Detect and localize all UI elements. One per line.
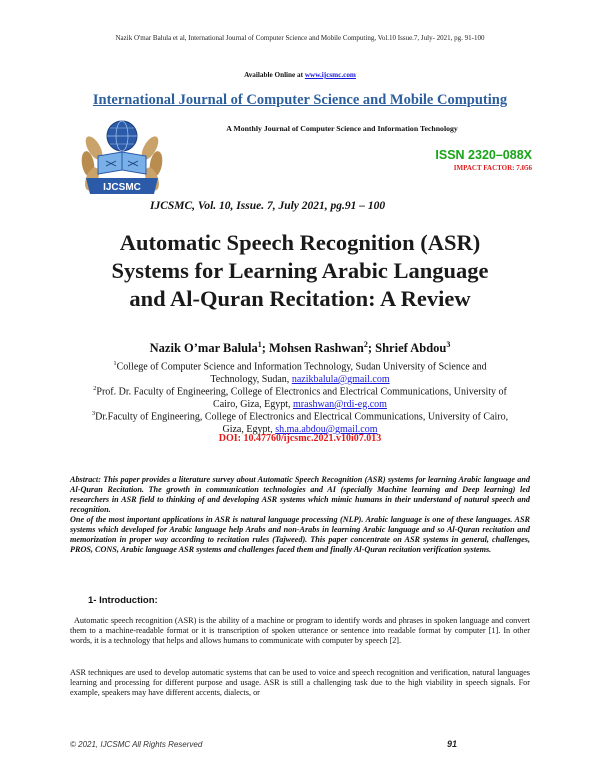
impact-factor: IMPACT FACTOR: 7.056 <box>453 164 532 172</box>
available-online <box>0 71 600 79</box>
body-paragraph <box>70 668 530 698</box>
available-prefix: Available Online at <box>244 71 305 79</box>
title-line: Systems for Learning Arabic Language <box>111 258 489 283</box>
affiliation-mark: 2 <box>93 385 97 392</box>
affiliation-mark: 3 <box>91 410 96 417</box>
book-icon <box>98 152 146 174</box>
author-affiliation-mark: 2 <box>363 340 368 349</box>
author-list <box>0 340 600 356</box>
affiliation-line: Giza, Egypt, <box>222 423 276 435</box>
abstract-paragraph: Abstract: This paper provides a literature survey about Automatic Speech Recognition (ASR) systems for learning Arabic language and Al-Quran Recitation. The growth in communication technologies and AI (specially Machine learning and Deep learning) led researchers in ASR field to thinking of and developing ASR systems which mimic humans in their understand of natural speech and recognition. <box>70 475 530 514</box>
author-email-link[interactable]: nazikbalula@gmail.com <box>291 373 390 385</box>
section-heading: 1- Introduction: <box>88 595 158 606</box>
affiliation-mark: 1 <box>113 360 117 367</box>
body-paragraph <box>70 616 530 646</box>
logo-text: IJCSMC <box>103 182 141 193</box>
affiliation-line: Technology, Sudan, <box>210 373 292 385</box>
affiliation-line: College of Computer Science and Information Technology, Sudan University of Science and <box>116 361 487 373</box>
paper-title <box>60 229 540 313</box>
footer-copyright: © 2021, IJCSMC All Rights Reserved <box>70 740 203 749</box>
citation-line: IJCSMC, Vol. 10, Issue. 7, July 2021, pg.91 – 100 <box>150 200 386 212</box>
globe-icon <box>107 121 137 151</box>
journal-logo <box>76 112 168 206</box>
title-line: and Al-Quran Recitation: A Review <box>129 286 471 311</box>
author-email-link[interactable]: sh.ma.abdou@gmail.com <box>275 423 378 435</box>
journal-name[interactable]: International Journal of Computer Science and Mobile Computing <box>92 92 508 108</box>
author-affiliation-mark: 1 <box>257 340 262 349</box>
journal-website-link[interactable]: www.ijcsmc.com <box>304 71 356 79</box>
page-number: 91 <box>447 739 458 749</box>
author-affiliation-mark: 3 <box>446 340 451 349</box>
affiliation-line: Dr.Faculty of Engineering, College of Electronics and Electrical Communications, University of Cairo, <box>95 411 509 423</box>
abstract <box>70 475 530 555</box>
author-name: ; Mohsen Rashwan <box>261 341 364 356</box>
logo-banner <box>86 178 158 194</box>
doi[interactable]: DOI: 10.47760/ijcsmc.2021.v10i07.013 <box>218 433 382 444</box>
abstract-paragraph: One of the most important applications in ASR is natural language processing (NLP). Arabic language is one of these languages. ASR systems which developed for Arabic language help Arabs and non-Arabs in learning Arabic language and so Al-Quran recitation and memorization in proper way according to recitation rules (Tajweed). This paper concentrate on ASR systems in general, challenges, PROS, CONS, Arabic language ASR systems and challenges faced them and finally Al-Quran recitation verification systems. <box>70 515 530 554</box>
body-text: Automatic speech recognition (ASR) is the ability of a machine or program to identify words and phrases in spoken language and convert them to a machine-readable format or it is transcription of spoken utterance or sentence into readable format by computer [1]. In other words, it is a technology that helps and allows humans to communicate with computer by speech [2]. <box>70 616 530 645</box>
title-line: Automatic Speech Recognition (ASR) <box>119 230 481 255</box>
body-text: ASR techniques are used to develop automatic systems that can be used to voice and speech recognition and verification, natural languages learning and processing for different purpose and usage. ASR is still a challenging task due to the high viability in speech signals. For example, speakers may have different accents, dialects, or <box>70 668 530 697</box>
affiliation-line: Prof. Dr. Faculty of Engineering, College of Electronics and Electrical Communications, University of <box>96 386 507 398</box>
affiliation-line: Cairo, Giza, Egypt, <box>213 398 294 410</box>
author-name: Nazik O’mar Balula <box>149 341 258 356</box>
author-email-link[interactable]: mrashwan@rdi-eg.com <box>293 398 387 410</box>
issn: ISSN 2320–088X <box>435 148 532 162</box>
journal-subtitle: A Monthly Journal of Computer Science and Information Technology <box>226 124 458 133</box>
running-head: Nazik O'mar Balula et al, International Journal of Computer Science and Mobile Computing, Vol.10 Issue.7, July- 2021, pg. 91-100 <box>115 34 485 42</box>
author-name: ; Shrief Abdou <box>367 341 447 356</box>
